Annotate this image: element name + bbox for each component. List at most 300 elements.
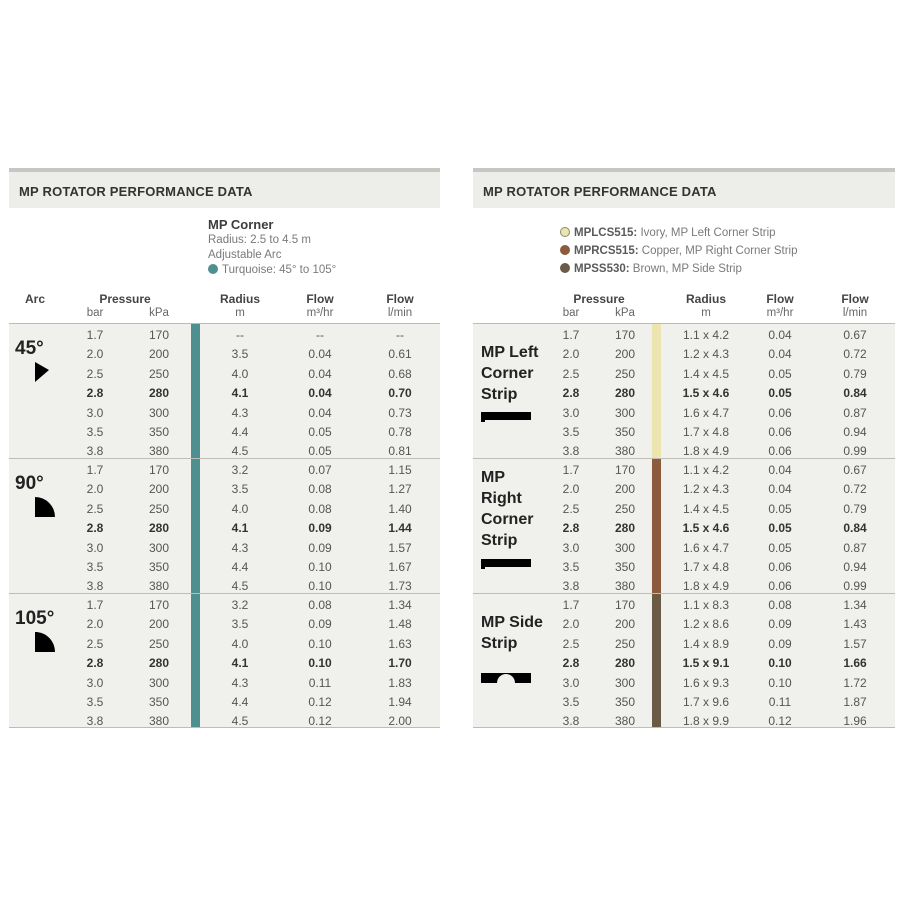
strip-name-line: Strip bbox=[481, 386, 518, 403]
kpa-cell: 300 bbox=[614, 675, 636, 690]
pressure-header: Pressure bbox=[573, 292, 625, 306]
flow-m3hr-cell: 0.05 bbox=[768, 366, 792, 381]
product-info bbox=[208, 216, 336, 278]
flow-lmin-cell: 1.87 bbox=[843, 695, 867, 709]
bar-cell: 3.0 bbox=[562, 405, 580, 420]
strip-name-line: Strip bbox=[481, 635, 518, 652]
flow-m3hr-cell: 0.04 bbox=[768, 328, 792, 342]
bar-cell: 2.8 bbox=[86, 656, 104, 671]
table-row bbox=[9, 326, 440, 345]
radius-cell: 3.5 bbox=[231, 482, 249, 497]
bar-cell: 2.5 bbox=[562, 636, 580, 651]
flow-m3hr-cell: 0.10 bbox=[308, 560, 332, 574]
flow-m3hr-cell: 0.05 bbox=[308, 444, 332, 459]
bar-cell: 3.8 bbox=[86, 714, 104, 729]
flow-lmin-cell: 2.00 bbox=[388, 714, 412, 729]
flow-lmin-cell: 0.72 bbox=[843, 347, 867, 362]
table-row bbox=[9, 345, 440, 364]
bar-cell: 2.0 bbox=[562, 347, 580, 362]
flow-m3hr-cell: 0.11 bbox=[308, 675, 332, 690]
flow-lmin-cell: 1.66 bbox=[843, 656, 867, 671]
kpa-cell: 250 bbox=[148, 636, 170, 651]
flow-lmin-cell: 0.68 bbox=[388, 366, 412, 381]
product-color-item bbox=[208, 263, 336, 278]
kpa-cell: 380 bbox=[614, 444, 636, 459]
flow-m3hr-cell: 0.08 bbox=[308, 482, 332, 497]
legend-item-right-corner: MPRCS515: Copper, MP Right Corner Strip bbox=[560, 242, 798, 260]
table-row bbox=[473, 461, 895, 480]
flow-m3hr-cell: 0.09 bbox=[308, 617, 332, 632]
kpa-cell: 350 bbox=[148, 425, 170, 439]
kpa-cell: 250 bbox=[614, 636, 636, 651]
bar-cell: 3.0 bbox=[86, 405, 104, 420]
flow-m3hr-cell: 0.04 bbox=[308, 366, 332, 381]
flow-lmin-cell: 0.67 bbox=[843, 328, 867, 342]
table-row bbox=[473, 519, 895, 538]
flow-lmin-cell: 0.99 bbox=[843, 444, 867, 459]
table-row bbox=[473, 693, 895, 712]
flow-m3hr-cell: 0.05 bbox=[768, 501, 792, 516]
flow-m3hr-cell: -- bbox=[316, 328, 324, 342]
kpa-cell: 280 bbox=[148, 386, 170, 401]
flow-lmin-cell: 1.27 bbox=[388, 482, 412, 497]
bar-cell: 3.5 bbox=[562, 425, 580, 439]
arc-label: 45° bbox=[15, 338, 44, 359]
bar-cell: 3.0 bbox=[562, 675, 580, 690]
flow-lmin-cell: 1.44 bbox=[388, 521, 412, 536]
flow-m3hr-cell: 0.10 bbox=[768, 656, 792, 671]
table-row bbox=[473, 423, 895, 442]
flow-lmin-cell: 0.72 bbox=[843, 482, 867, 497]
kpa-cell: 300 bbox=[148, 675, 170, 690]
kpa-cell: 200 bbox=[148, 617, 170, 632]
flow-lmin-cell: 0.99 bbox=[843, 579, 867, 594]
title-banner bbox=[9, 168, 440, 208]
flow-lmin-header: Flow bbox=[841, 292, 869, 306]
bar-cell: 3.8 bbox=[86, 444, 104, 459]
table-row bbox=[473, 712, 895, 731]
flow-lmin-cell: 0.84 bbox=[843, 386, 867, 401]
radius-cell: 4.0 bbox=[231, 636, 249, 651]
flow-m3hr-cell: 0.06 bbox=[768, 579, 792, 594]
flow-m3hr-cell: 0.11 bbox=[768, 695, 792, 709]
bar-cell: 1.7 bbox=[562, 463, 580, 477]
bar-cell: 2.5 bbox=[562, 501, 580, 516]
flow-lmin-cell: -- bbox=[396, 328, 404, 342]
radius-header: Radius bbox=[685, 292, 726, 306]
bar-cell: 2.5 bbox=[86, 636, 104, 651]
strip-name-line: Corner bbox=[481, 365, 534, 382]
bar-cell: 2.0 bbox=[562, 617, 580, 632]
arc-label: 105° bbox=[15, 608, 55, 629]
legend-item-side-strip: MPSS530: Brown, MP Side Strip bbox=[560, 260, 798, 278]
kpa-cell: 380 bbox=[148, 444, 170, 459]
flow-lmin-cell: 1.15 bbox=[388, 463, 412, 477]
kpa-cell: 250 bbox=[614, 366, 636, 381]
flow-m3hr-cell: 0.09 bbox=[768, 617, 792, 632]
flow-m3hr-cell: 0.12 bbox=[308, 695, 332, 709]
flow-m3hr-cell: 0.08 bbox=[308, 598, 332, 612]
kpa-cell: 200 bbox=[614, 482, 636, 497]
radius-cell: 1.7 x 9.6 bbox=[682, 695, 730, 709]
flow-m3hr-cell: 0.06 bbox=[768, 405, 792, 420]
flow-lmin-cell: 1.72 bbox=[843, 675, 867, 690]
table-row bbox=[473, 365, 895, 384]
radius-cell: 4.0 bbox=[231, 366, 249, 381]
radius-cell: 1.7 x 4.8 bbox=[682, 560, 730, 574]
bar-cell: 3.8 bbox=[562, 444, 580, 459]
table-row bbox=[9, 558, 440, 577]
flow-m3hr-cell: 0.12 bbox=[308, 714, 332, 729]
bar-cell: 1.7 bbox=[562, 598, 580, 612]
flow-m3hr-cell: 0.06 bbox=[768, 444, 792, 459]
flow-m3hr-cell: 0.06 bbox=[768, 560, 792, 574]
bar-cell: 3.5 bbox=[86, 425, 104, 439]
legend-item-left-corner: MPLCS515: Ivory, MP Left Corner Strip bbox=[560, 224, 798, 242]
table-row bbox=[9, 654, 440, 673]
table-row bbox=[9, 365, 440, 384]
bar-cell: 2.5 bbox=[562, 366, 580, 381]
table-row bbox=[9, 519, 440, 538]
bar-cell: 3.0 bbox=[562, 540, 580, 555]
kpa-cell: 350 bbox=[148, 560, 170, 574]
flow-lmin-cell: 1.48 bbox=[388, 617, 412, 632]
brown-dot-icon bbox=[560, 263, 570, 273]
bar-cell: 2.8 bbox=[86, 386, 104, 401]
radius-cell: 4.1 bbox=[231, 521, 249, 536]
radius-cell: 1.1 x 8.3 bbox=[682, 598, 730, 612]
copper-dot-icon bbox=[560, 245, 570, 255]
table-row bbox=[473, 404, 895, 423]
table-row bbox=[9, 693, 440, 712]
table-row bbox=[473, 635, 895, 654]
bar-cell: 1.7 bbox=[86, 598, 104, 612]
strip-group-2 bbox=[473, 458, 895, 593]
table-row bbox=[473, 615, 895, 634]
radius-cell: 4.3 bbox=[231, 540, 249, 555]
table-row bbox=[473, 345, 895, 364]
radius-cell: 3.5 bbox=[231, 347, 249, 362]
radius-cell: 1.4 x 4.5 bbox=[682, 366, 730, 381]
flow-m3hr-header: Flow bbox=[306, 292, 334, 306]
kpa-cell: 380 bbox=[148, 579, 170, 594]
flow-lmin-cell: 0.94 bbox=[843, 425, 867, 439]
table-row bbox=[9, 384, 440, 403]
flow-m3hr-cell: 0.04 bbox=[768, 463, 792, 477]
product-name: MP Corner bbox=[208, 217, 274, 232]
bar-cell: 3.5 bbox=[86, 695, 104, 709]
radius-cell: 1.6 x 4.7 bbox=[682, 405, 730, 420]
flow-m3hr-cell: 0.05 bbox=[768, 540, 792, 555]
table-row bbox=[473, 674, 895, 693]
flow-lmin-cell: 1.73 bbox=[388, 579, 412, 594]
turquoise-dot-icon bbox=[208, 264, 218, 274]
ivory-dot-icon bbox=[560, 227, 570, 237]
kpa-cell: 380 bbox=[148, 714, 170, 729]
kpa-cell: 300 bbox=[148, 540, 170, 555]
flow-lmin-cell: 1.34 bbox=[843, 598, 867, 612]
table-row bbox=[9, 480, 440, 499]
flow-m3hr-cell: 0.09 bbox=[308, 540, 332, 555]
strip-name-line: MP Left bbox=[481, 344, 539, 361]
bar-cell: 3.8 bbox=[86, 579, 104, 594]
table-title: MP ROTATOR PERFORMANCE DATA bbox=[19, 184, 253, 199]
radius-cell: 1.2 x 8.6 bbox=[682, 617, 730, 632]
flow-m3hr-cell: 0.05 bbox=[308, 425, 332, 439]
radius-cell: 4.0 bbox=[231, 501, 249, 516]
table-row bbox=[9, 712, 440, 731]
radius-cell: 4.3 bbox=[231, 405, 249, 420]
radius-cell: 1.8 x 4.9 bbox=[682, 579, 730, 594]
strip-group-1 bbox=[473, 323, 895, 458]
kpa-cell: 380 bbox=[614, 579, 636, 594]
kpa-cell: 250 bbox=[148, 501, 170, 516]
flow-lmin-cell: 1.43 bbox=[843, 617, 867, 632]
kpa-unit: kPa bbox=[615, 307, 635, 319]
flow-m3hr-unit: m³/hr bbox=[306, 307, 334, 319]
table-row bbox=[9, 615, 440, 634]
table-row bbox=[473, 558, 895, 577]
kpa-cell: 200 bbox=[614, 347, 636, 362]
flow-m3hr-cell: 0.10 bbox=[308, 636, 332, 651]
bar-cell: 2.8 bbox=[86, 521, 104, 536]
kpa-cell: 280 bbox=[148, 521, 170, 536]
flow-lmin-cell: 1.67 bbox=[388, 560, 412, 574]
flow-m3hr-cell: 0.04 bbox=[308, 405, 332, 420]
flow-lmin-cell: 0.78 bbox=[388, 425, 412, 439]
table-row bbox=[473, 596, 895, 615]
kpa-cell: 350 bbox=[614, 695, 636, 709]
kpa-cell: 380 bbox=[614, 714, 636, 729]
flow-m3hr-cell: 0.07 bbox=[308, 463, 332, 477]
kpa-cell: 200 bbox=[148, 482, 170, 497]
flow-lmin-header: Flow bbox=[386, 292, 414, 306]
table-row bbox=[473, 500, 895, 519]
flow-lmin-cell: 1.63 bbox=[388, 636, 412, 651]
bar-unit: bar bbox=[86, 307, 104, 319]
flow-lmin-unit: l/min bbox=[387, 307, 413, 319]
flow-lmin-unit: l/min bbox=[842, 307, 868, 319]
bar-cell: 3.8 bbox=[562, 579, 580, 594]
bar-cell: 3.0 bbox=[86, 675, 104, 690]
table-title: MP ROTATOR PERFORMANCE DATA bbox=[483, 184, 717, 199]
table-row bbox=[9, 635, 440, 654]
arc-group-2 bbox=[9, 458, 440, 593]
radius-cell: 1.8 x 4.9 bbox=[682, 444, 730, 459]
bar-cell: 2.8 bbox=[562, 386, 580, 401]
bar-cell: 1.7 bbox=[86, 328, 104, 342]
arc-group-3 bbox=[9, 593, 440, 728]
radius-cell: 1.1 x 4.2 bbox=[682, 463, 730, 477]
pressure-header: Pressure bbox=[99, 292, 151, 306]
flow-lmin-cell: 0.87 bbox=[843, 405, 867, 420]
flow-m3hr-cell: 0.04 bbox=[768, 482, 792, 497]
flow-lmin-cell: 0.84 bbox=[843, 521, 867, 536]
bar-cell: 1.7 bbox=[86, 463, 104, 477]
bar-cell: 3.5 bbox=[86, 560, 104, 574]
kpa-cell: 250 bbox=[614, 501, 636, 516]
bar-cell: 2.8 bbox=[562, 656, 580, 671]
flow-lmin-cell: 0.73 bbox=[388, 405, 412, 420]
flow-lmin-cell: 0.61 bbox=[388, 347, 412, 362]
flow-lmin-cell: 1.57 bbox=[388, 540, 412, 555]
flow-m3hr-cell: 0.04 bbox=[768, 347, 792, 362]
radius-cell: 1.5 x 4.6 bbox=[682, 386, 730, 401]
kpa-cell: 280 bbox=[614, 386, 636, 401]
flow-m3hr-header: Flow bbox=[766, 292, 794, 306]
radius-cell: 4.3 bbox=[231, 675, 249, 690]
kpa-unit: kPa bbox=[149, 307, 169, 319]
table-row bbox=[473, 326, 895, 345]
radius-cell: 1.2 x 4.3 bbox=[682, 347, 730, 362]
radius-cell: 4.1 bbox=[231, 656, 249, 671]
radius-cell: 1.5 x 9.1 bbox=[682, 656, 730, 671]
flow-lmin-cell: 1.83 bbox=[388, 675, 412, 690]
product-arc: Adjustable Arc bbox=[208, 249, 282, 261]
flow-m3hr-unit: m³/hr bbox=[766, 307, 794, 319]
flow-m3hr-cell: 0.12 bbox=[768, 714, 792, 729]
radius-cell: 1.6 x 4.7 bbox=[682, 540, 730, 555]
bar-cell: 3.8 bbox=[562, 714, 580, 729]
bar-cell: 1.7 bbox=[562, 328, 580, 342]
radius-cell: 3.5 bbox=[231, 617, 249, 632]
product-color-label: Turquoise: 45° to 105° bbox=[222, 264, 337, 276]
right-performance-table bbox=[473, 168, 895, 730]
table-row bbox=[9, 500, 440, 519]
table-row bbox=[473, 654, 895, 673]
radius-cell: 4.5 bbox=[231, 579, 249, 594]
flow-lmin-cell: 1.70 bbox=[388, 656, 412, 671]
table-row bbox=[9, 539, 440, 558]
radius-cell: -- bbox=[236, 328, 244, 342]
flow-m3hr-cell: 0.05 bbox=[768, 521, 792, 536]
kpa-cell: 170 bbox=[614, 598, 636, 612]
flow-lmin-cell: 0.79 bbox=[843, 366, 867, 381]
title-banner bbox=[473, 168, 895, 208]
bar-cell: 2.5 bbox=[86, 366, 104, 381]
radius-unit: m bbox=[235, 307, 245, 319]
arc-header: Arc bbox=[24, 292, 45, 306]
table-row bbox=[9, 423, 440, 442]
kpa-cell: 300 bbox=[148, 405, 170, 420]
table-row bbox=[473, 480, 895, 499]
flow-lmin-cell: 0.79 bbox=[843, 501, 867, 516]
strip-name-line: MP Side bbox=[481, 614, 543, 631]
radius-cell: 4.5 bbox=[231, 444, 249, 459]
kpa-cell: 350 bbox=[614, 425, 636, 439]
bar-cell: 2.0 bbox=[562, 482, 580, 497]
bar-cell: 2.8 bbox=[562, 521, 580, 536]
strip-name-line: Corner bbox=[481, 511, 534, 528]
flow-m3hr-cell: 0.09 bbox=[768, 636, 792, 651]
radius-cell: 3.2 bbox=[231, 598, 249, 612]
radius-cell: 1.4 x 8.9 bbox=[682, 636, 730, 651]
flow-lmin-cell: 1.57 bbox=[843, 636, 867, 651]
table-row bbox=[9, 674, 440, 693]
flow-lmin-cell: 0.67 bbox=[843, 463, 867, 477]
radius-cell: 4.5 bbox=[231, 714, 249, 729]
flow-lmin-cell: 0.94 bbox=[843, 560, 867, 574]
radius-unit: m bbox=[701, 307, 711, 319]
strip-name-line: Right bbox=[481, 490, 522, 507]
flow-m3hr-cell: 0.04 bbox=[308, 347, 332, 362]
bar-cell: 2.0 bbox=[86, 347, 104, 362]
bar-cell: 3.5 bbox=[562, 695, 580, 709]
bar-cell: 3.0 bbox=[86, 540, 104, 555]
bar-cell: 2.0 bbox=[86, 617, 104, 632]
strip-legend bbox=[560, 224, 798, 278]
strip-group-3 bbox=[473, 593, 895, 728]
radius-cell: 1.4 x 4.5 bbox=[682, 501, 730, 516]
kpa-cell: 200 bbox=[614, 617, 636, 632]
arc-group-1 bbox=[9, 323, 440, 458]
radius-cell: 1.7 x 4.8 bbox=[682, 425, 730, 439]
radius-cell: 1.6 x 9.3 bbox=[682, 675, 730, 690]
flow-lmin-cell: 0.70 bbox=[388, 386, 412, 401]
radius-cell: 4.4 bbox=[231, 695, 249, 709]
kpa-cell: 250 bbox=[148, 366, 170, 381]
product-radius: Radius: 2.5 to 4.5 m bbox=[208, 234, 311, 246]
flow-lmin-cell: 0.87 bbox=[843, 540, 867, 555]
radius-cell: 1.2 x 4.3 bbox=[682, 482, 730, 497]
kpa-cell: 170 bbox=[148, 328, 170, 342]
flow-lmin-cell: 0.81 bbox=[388, 444, 412, 459]
left-performance-table bbox=[9, 168, 440, 730]
radius-cell: 1.5 x 4.6 bbox=[682, 521, 730, 536]
kpa-cell: 280 bbox=[614, 656, 636, 671]
radius-header: Radius bbox=[219, 292, 260, 306]
flow-m3hr-cell: 0.09 bbox=[308, 521, 332, 536]
flow-m3hr-cell: 0.10 bbox=[308, 656, 332, 671]
flow-m3hr-cell: 0.08 bbox=[308, 501, 332, 516]
flow-m3hr-cell: 0.04 bbox=[308, 386, 332, 401]
table-row bbox=[9, 596, 440, 615]
radius-cell: 1.8 x 9.9 bbox=[682, 714, 730, 729]
flow-m3hr-cell: 0.08 bbox=[768, 598, 792, 612]
kpa-cell: 200 bbox=[148, 347, 170, 362]
flow-lmin-cell: 1.94 bbox=[388, 695, 412, 709]
kpa-cell: 300 bbox=[614, 540, 636, 555]
flow-lmin-cell: 1.34 bbox=[388, 598, 412, 612]
bar-cell: 2.5 bbox=[86, 501, 104, 516]
flow-m3hr-cell: 0.10 bbox=[308, 579, 332, 594]
bar-unit: bar bbox=[562, 307, 580, 319]
strip-name-line: MP bbox=[481, 469, 505, 486]
kpa-cell: 300 bbox=[614, 405, 636, 420]
table-row bbox=[9, 461, 440, 480]
flow-lmin-cell: 1.96 bbox=[843, 714, 867, 729]
radius-cell: 4.1 bbox=[231, 386, 249, 401]
table-row bbox=[473, 539, 895, 558]
flow-m3hr-cell: 0.05 bbox=[768, 386, 792, 401]
bar-cell: 3.5 bbox=[562, 560, 580, 574]
kpa-cell: 280 bbox=[148, 656, 170, 671]
kpa-cell: 350 bbox=[148, 695, 170, 709]
kpa-cell: 170 bbox=[614, 328, 636, 342]
table-row bbox=[9, 404, 440, 423]
kpa-cell: 170 bbox=[614, 463, 636, 477]
table-row bbox=[473, 384, 895, 403]
flow-lmin-cell: 1.40 bbox=[388, 501, 412, 516]
strip-name-line: Strip bbox=[481, 532, 518, 549]
kpa-cell: 350 bbox=[614, 560, 636, 574]
radius-cell: 3.2 bbox=[231, 463, 249, 477]
kpa-cell: 170 bbox=[148, 463, 170, 477]
radius-cell: 4.4 bbox=[231, 560, 249, 574]
radius-cell: 4.4 bbox=[231, 425, 249, 439]
radius-cell: 1.1 x 4.2 bbox=[682, 328, 730, 342]
flow-m3hr-cell: 0.06 bbox=[768, 425, 792, 439]
